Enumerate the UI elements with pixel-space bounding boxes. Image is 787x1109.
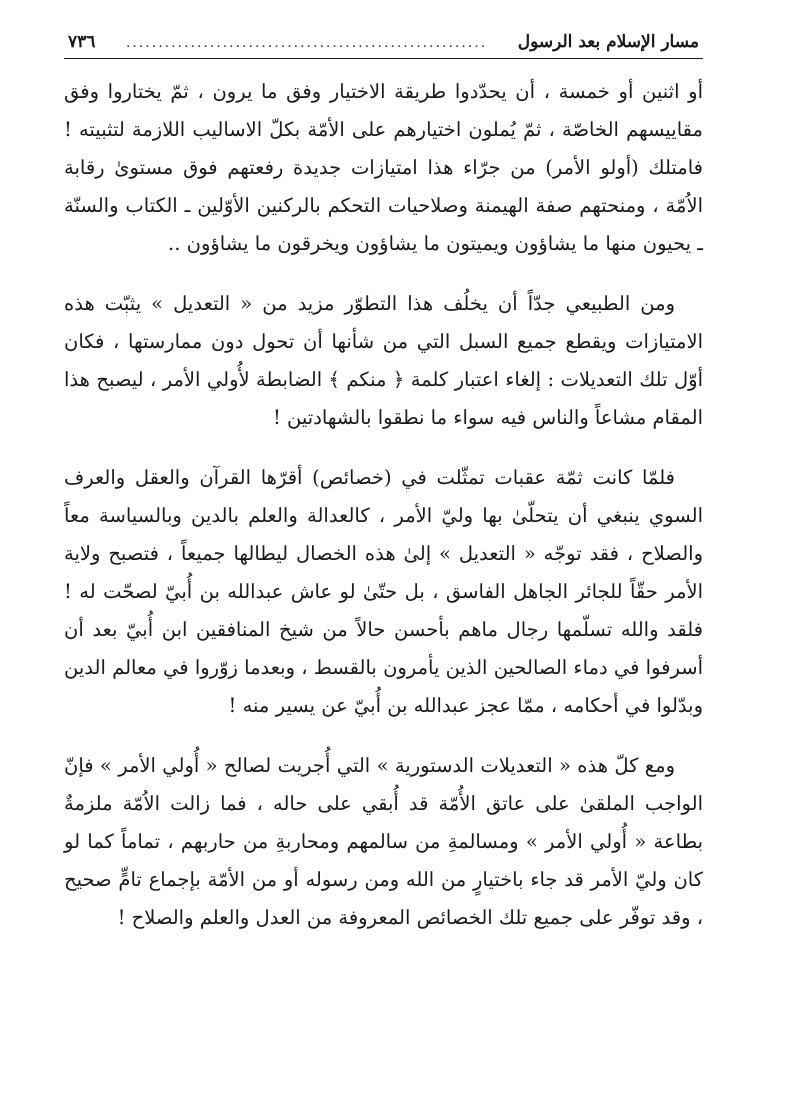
- paragraph-3: فلمّا كانت ثمّة عقبات تمثّلت في (خصائص) أقرّها القرآن والعقل والعرف السوي ينبغي أن يتحلّىٰ بها وليّ الأمر ، كالعدالة والعلم بالدين وبالسياسة معاً والصلاح ، فقد توجّه « التعديل » إلىٰ هذه الخصال ليطالها جميعاً ، فتصبح ولاية الأمر حقّاً للجائر الجاهل الفاسق ، بل حتّىٰ لو عاش عبدالله بن أُبيّ لصحّت له ! فلقد والله تسلّمها رجال ماهم بأحسن حالاً من شيخ المنافقين ابن أُبيّ بعد أن أسرفوا في دماء الصالحين الذين يأمرون بالقسط ، وبعدما زوّروا في معالم الدين وبدّلوا في أحكامه ، ممّا عجز عبدالله بن أُبيّ عن يسير منه !: [64, 466, 703, 717]
- paragraph-1: أو اثنين أو خمسة ، أن يحدّدوا طريقة الاختيار وفق ما يرون ، ثمّ يختاروا وفق مقاييسهم الخاصّة ، ثمّ يُملون اختيارهم على الأمّة بكلّ الاساليب اللازمة لتثبيته ! فامتلك (أولو الأمر) من جرّاء هذا امتيازات جديدة رفعتهم فوق مستوىٰ رقابة الاُمّة ، ومنحتهم صفة الهيمنة وصلاحيات التحكم بالركنين الأوّلين ـ الكتاب والسنّة ـ يحيون منها ما يشاؤون ويميتون ما يشاؤون ويخرقون ما يشاؤون ..: [64, 80, 703, 255]
- paragraph-2: ومن الطبيعي جدّاً أن يخلُف هذا التطوّر مزيد من « التعديل » يثبّت هذه الامتيازات ويقطع جميع السبل التي من شأنها أن تحول دون ممارستها ، فكان أوّل تلك التعديلات : إلغاء اعتبار كلمة ﴿ منكم ﴾ الضابطة لأُولي الأمر ، ليصبح هذا المقام مشاعاً والناس فيه سواء ما نطقوا بالشهادتين !: [64, 292, 703, 429]
- leader-dots: ........................................................: [125, 35, 488, 51]
- running-header: [64, 30, 703, 59]
- running-title: مسار الإسلام بعد الرسول: [517, 32, 699, 52]
- page-number: ٧٣٦: [68, 32, 96, 52]
- paragraph-4: ومع كلّ هذه « التعديلات الدستورية » التي أُجريت لصالح « أُولي الأمر » فإنّ الواجب الملقىٰ على عاتق الأُمّة قد أُبقي على حاله ، فما زالت الاُمّة ملزمةٌ بطاعة « أُولي الأمر » ومسالمةِ من سالمهم ومحاربةِ من حاربهم ، تماماً كما لو كان وليّ الأمر قد جاء باختيارٍ من الله ومن رسوله أو من الأمّة بإجماع تامٍّ صحيح ، وقد توفّر على جميع تلك الخصائص المعروفة من العدل والعلم والصلاح !: [64, 754, 703, 929]
- body-text: [64, 73, 703, 937]
